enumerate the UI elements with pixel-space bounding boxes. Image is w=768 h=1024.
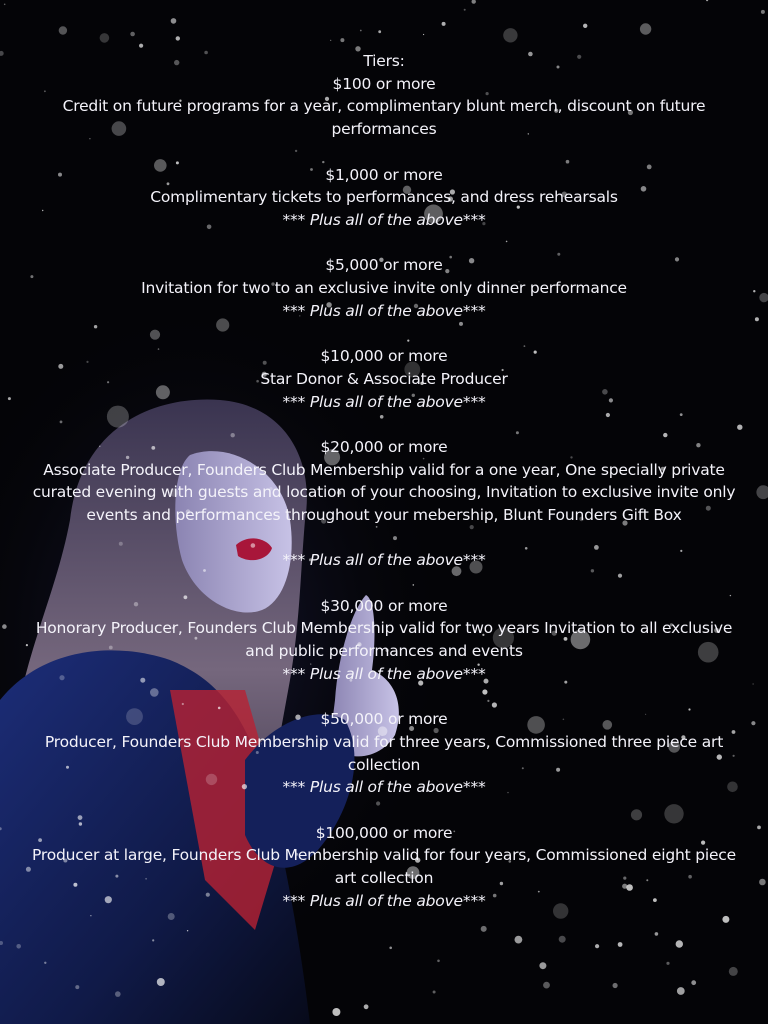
plus-all-note: *** Plus all of the above*** [282, 664, 486, 683]
bokeh-dot [729, 967, 738, 976]
bokeh-dot [583, 24, 587, 28]
bokeh-dot [332, 1008, 340, 1016]
bokeh-dot [655, 932, 659, 936]
bokeh-dot [433, 991, 436, 994]
tiers-list [20, 50, 748, 913]
tier-benefits: Star Donor & Associate Producer [260, 369, 508, 388]
bokeh-dot [360, 30, 362, 32]
bokeh-dot [677, 987, 685, 995]
tiers-heading: Tiers: [363, 52, 405, 70]
bokeh-dot [100, 33, 110, 43]
bokeh-dot [472, 0, 476, 4]
bokeh-dot [481, 926, 487, 932]
bokeh-dot [378, 30, 381, 33]
bokeh-dot [437, 960, 440, 963]
bokeh-dot [761, 10, 765, 14]
tier-amount: $50,000 or more [320, 710, 448, 729]
bokeh-dot [90, 915, 91, 916]
bokeh-dot [423, 34, 424, 35]
tier-amount: $5,000 or more [325, 256, 443, 275]
bokeh-dot [613, 983, 618, 988]
tier-amount: $100 or more [332, 74, 436, 93]
tier-amount: $1,000 or more [325, 165, 443, 184]
bokeh-dot [755, 317, 759, 321]
bokeh-dot [543, 982, 550, 989]
tier-amount: $100,000 or more [315, 823, 453, 842]
bokeh-dot [464, 9, 466, 11]
bokeh-dot [559, 936, 566, 943]
bokeh-dot [753, 683, 754, 684]
bokeh-dot [756, 485, 768, 499]
bokeh-dot [152, 939, 154, 941]
bokeh-dot [753, 290, 755, 292]
bokeh-dot [130, 32, 135, 37]
bokeh-dot [722, 916, 729, 923]
bokeh-dot [618, 942, 623, 947]
bokeh-dot [330, 40, 331, 41]
bokeh-dot [2, 624, 7, 629]
bokeh-dot [44, 962, 46, 964]
tier-amount: $20,000 or more [320, 437, 448, 456]
bokeh-dot [503, 28, 517, 42]
bokeh-dot [759, 293, 768, 302]
bokeh-dot [157, 978, 165, 986]
bokeh-dot [539, 962, 546, 969]
bokeh-dot [4, 4, 6, 6]
bokeh-dot [515, 936, 523, 944]
bokeh-dot [75, 985, 79, 989]
bokeh-dot [340, 38, 344, 42]
tier-benefits: Producer at large, Founders Club Membership valid for four years, Commissioned eight piece art collection [32, 846, 736, 888]
bokeh-dot [364, 1004, 369, 1009]
tier-amount: $30,000 or more [320, 596, 448, 615]
bokeh-dot [751, 721, 755, 725]
bokeh-dot [666, 962, 669, 965]
tier-benefits: Producer, Founders Club Membership valid for three years, Commissioned three piece art collection [44, 732, 724, 774]
tier-benefits: Honorary Producer, Founders Club Membership valid for two years Invitation to all exclusive and public performances and events [35, 619, 733, 661]
bokeh-dot [16, 944, 21, 949]
bokeh-dot [706, 0, 708, 1]
bokeh-dot [168, 913, 175, 920]
bokeh-dot [139, 44, 143, 48]
tier-benefits: Complimentary tickets to performances, and dress rehearsals [150, 188, 618, 207]
bokeh-dot [757, 826, 761, 830]
plus-all-note: *** Plus all of the above*** [282, 551, 486, 570]
plus-all-note: *** Plus all of the above*** [282, 301, 486, 320]
bokeh-dot [115, 991, 121, 997]
bokeh-dot [595, 944, 599, 948]
bokeh-dot [640, 23, 651, 34]
tier-benefits: Associate Producer, Founders Club Membership valid for a one year, One specially private curated evening with guests and location of your choosing, Invitation to exclusive invite only events and performances throughout your mebership, Blunt Founders Gift Box [32, 460, 736, 524]
plus-all-note: *** Plus all of the above*** [282, 891, 486, 910]
bokeh-dot [389, 947, 392, 950]
plus-all-note: *** Plus all of the above*** [282, 778, 486, 797]
bokeh-dot [176, 36, 180, 40]
tier-benefits: Invitation for two to an exclusive invite only dinner performance [141, 279, 627, 297]
tier-amount: $10,000 or more [320, 347, 448, 366]
bokeh-dot [442, 22, 446, 26]
bokeh-dot [171, 18, 177, 24]
bokeh-dot [691, 980, 696, 985]
bokeh-dot [676, 940, 683, 947]
bokeh-dot [187, 930, 188, 931]
bokeh-dot [8, 397, 11, 400]
bokeh-dot [59, 26, 67, 34]
bokeh-dot [0, 51, 4, 56]
plus-all-note: *** Plus all of the above*** [282, 210, 486, 229]
tier-benefits: Credit on future programs for a year, complimentary blunt merch, discount on future performances [62, 97, 706, 139]
bokeh-dot [759, 879, 766, 886]
plus-all-note: *** Plus all of the above*** [282, 392, 486, 411]
